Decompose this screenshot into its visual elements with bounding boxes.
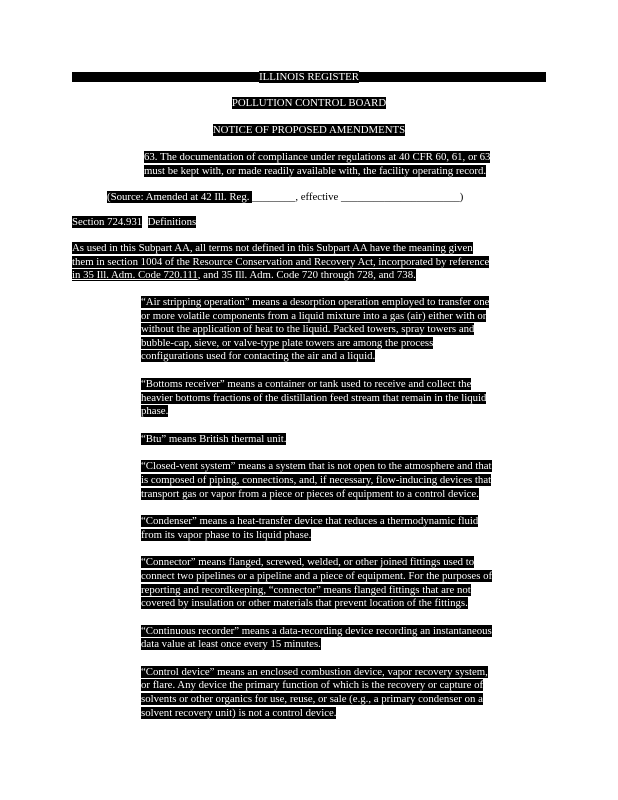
intro-paragraph: As used in this Subpart AA, all terms not defined in this Subpart AA have the meaning given them in section 1004 of the Resource Conservation and Recovery Act, incorporated by reference in 35 Ill. Adm. Code 720.111, and 35 Ill. Adm. Code 720 through 728, and 738.: [72, 242, 490, 282]
definition-line: transport gas or vapor from a piece or pieces of equipment to a control device.: [141, 487, 479, 500]
item-63: 63. The documentation of compliance under regulations at 40 CFR 60, 61, or 63 must be kept with, or made readily available with, the facility operating record.: [144, 151, 491, 177]
register-title: ILLINOIS REGISTER: [259, 71, 359, 83]
definition-line: phase.: [141, 405, 169, 418]
definition-item: [141, 296, 546, 364]
definition-item: [141, 625, 546, 652]
definition-line: “Condenser” means a heat-transfer device that reduces a thermodynamic fluid: [141, 515, 479, 528]
definition-line: covered by insulation or other materials that prevent location of the fittings.: [141, 597, 468, 610]
definition-line: “Closed-vent system” means a system that is not open to the atmosphere and that: [141, 460, 492, 473]
definition-line: “Control device” means an enclosed combustion device, vapor recovery system,: [141, 665, 488, 678]
definition-line: solvent recovery unit) is not a control device.: [141, 706, 337, 719]
definition-line: bubble-cap, sieve, or valve-type plate towers are among the process: [141, 336, 434, 349]
definitions-list: [141, 296, 546, 734]
definition-line: solvents or other organics for use, reuse, or sale (e.g., a primary condenser on a: [141, 693, 483, 706]
definition-line: or more volatile components from a liquid mixture into a gas (air) either with or: [141, 309, 487, 322]
intro-reference-link: in 35 Ill. Adm. Code 720.111: [72, 269, 198, 282]
notice-title: NOTICE OF PROPOSED AMENDMENTS: [212, 124, 406, 136]
definition-line: or flare. Any device the primary function of which is the recovery or capture of: [141, 679, 484, 692]
definition-line: heavier bottoms fractions of the distillation feed stream that remain in the liquid: [141, 391, 487, 404]
source-note: (Source: Amended at 42 Ill. Reg. ________, effective ______________________): [107, 191, 464, 203]
source-blank-1: ________: [252, 191, 296, 203]
definition-line: “Btu” means British thermal unit.: [141, 432, 287, 445]
definition-line: without the application of heat to the liquid. Packed towers, spray towers and: [141, 323, 475, 336]
section-heading: Section 724.931 Definitions: [72, 216, 197, 228]
definition-item: [141, 666, 546, 720]
definition-item: [141, 515, 546, 542]
definition-line: “Connector” means flanged, screwed, welded, or other joined fittings used to: [141, 556, 475, 569]
board-title: POLLUTION CONTROL BOARD: [231, 97, 387, 109]
definition-item: [141, 378, 546, 419]
definition-line: “Bottoms receiver” means a container or tank used to receive and collect the: [141, 377, 472, 390]
definition-line: “Continuous recorder” means a data-recording device recording an instantaneous: [141, 624, 492, 637]
definition-line: from its vapor phase to its liquid phase.: [141, 528, 312, 541]
definition-line: configurations used for contacting the air and a liquid.: [141, 350, 376, 363]
definition-line: is composed of piping, connections, and, if necessary, flow-inducing devices that: [141, 473, 492, 486]
definition-line: connect two pipelines or a pipeline and a piece of equipment. For the purposes of: [141, 569, 493, 582]
definition-line: “Air stripping operation” means a desorption operation employed to transfer one: [141, 296, 490, 308]
definition-item: [141, 460, 546, 501]
source-blank-2: ______________________: [341, 191, 460, 203]
definition-item: [141, 433, 546, 447]
definition-item: [141, 556, 546, 610]
definition-line: data value at least once every 15 minutes.: [141, 638, 321, 651]
definition-line: reporting and recordkeeping, “connector” means flanged fittings that are not: [141, 583, 471, 596]
